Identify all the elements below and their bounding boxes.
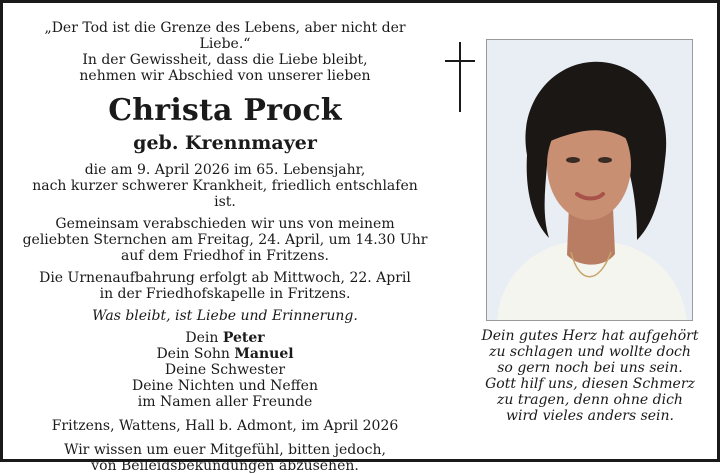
- place-date: Fritzens, Wattens, Hall b. Admont, im April 2026: [51, 418, 399, 434]
- quote-line: In der Gewissheit, dass die Liebe bleibt,: [82, 52, 368, 68]
- death-line: die am 9. April 2026 im 65. Lebensjahr,: [84, 162, 366, 178]
- death-line: nach kurzer schwerer Krankheit, friedlich entschlafen ist.: [32, 178, 418, 210]
- memorial-verse: [472, 328, 708, 424]
- portrait-illustration: [487, 40, 692, 320]
- death-info: [20, 162, 430, 210]
- motto: Was bleibt, ist Liebe und Erinnerung.: [92, 308, 358, 324]
- obituary-text-column: [20, 20, 430, 474]
- farewell-line: geliebten Sternchen am Freitag, 24. April, um 14.30 Uhr: [22, 232, 428, 248]
- verse-line: wird vieles anders sein.: [506, 408, 674, 424]
- quote-line: nehmen wir Abschied von unserer lieben: [79, 68, 371, 84]
- urn-line: Die Urnenaufbahrung erfolgt ab Mittwoch, 22. April: [39, 270, 411, 286]
- mourner-line: [20, 346, 430, 362]
- mourner-line: Deine Nichten und Neffen: [132, 378, 318, 394]
- urn-line: in der Friedhofskapelle in Fritzens.: [99, 286, 351, 302]
- mourner-prefix: Dein Sohn: [156, 346, 235, 362]
- opening-quote: [20, 20, 430, 84]
- verse-line: zu tragen, denn ohne dich: [497, 392, 683, 408]
- mourner-line: [20, 330, 430, 346]
- verse-line: Dein gutes Herz hat aufgehört: [481, 328, 699, 344]
- verse-line: zu schlagen und wollte doch: [489, 344, 691, 360]
- verse-line: Gott hilf uns, diesen Schmerz: [485, 376, 695, 392]
- condolence-line: Wir wissen um euer Mitgefühl, bitten jedoch,: [64, 442, 386, 458]
- deceased-name: Christa Prock: [108, 93, 342, 128]
- mourners-list: [20, 330, 430, 410]
- quote-line: „Der Tod ist die Grenze des Lebens, aber nicht der Liebe.“: [44, 20, 406, 52]
- condolence-note: [20, 442, 430, 474]
- mourner-name-peter: Peter: [222, 330, 265, 346]
- farewell-line: auf dem Friedhof in Fritzens.: [121, 248, 329, 264]
- mourner-line: im Namen aller Freunde: [137, 394, 313, 410]
- condolence-line: von Beileidsbekundungen abzusehen.: [91, 458, 359, 474]
- mourner-name-manuel: Manuel: [234, 346, 294, 362]
- portrait-photo: [486, 39, 693, 321]
- mourner-prefix: Dein: [185, 330, 223, 346]
- farewell-line: Gemeinsam verabschieden wir uns von meinem: [55, 216, 395, 232]
- mourner-line: Deine Schwester: [164, 362, 286, 378]
- verse-line: so gern noch bei uns sein.: [497, 360, 683, 376]
- farewell-info: [20, 216, 430, 264]
- maiden-name: geb. Krennmayer: [133, 132, 317, 154]
- urn-info: [20, 270, 430, 302]
- cross-icon: [445, 42, 475, 112]
